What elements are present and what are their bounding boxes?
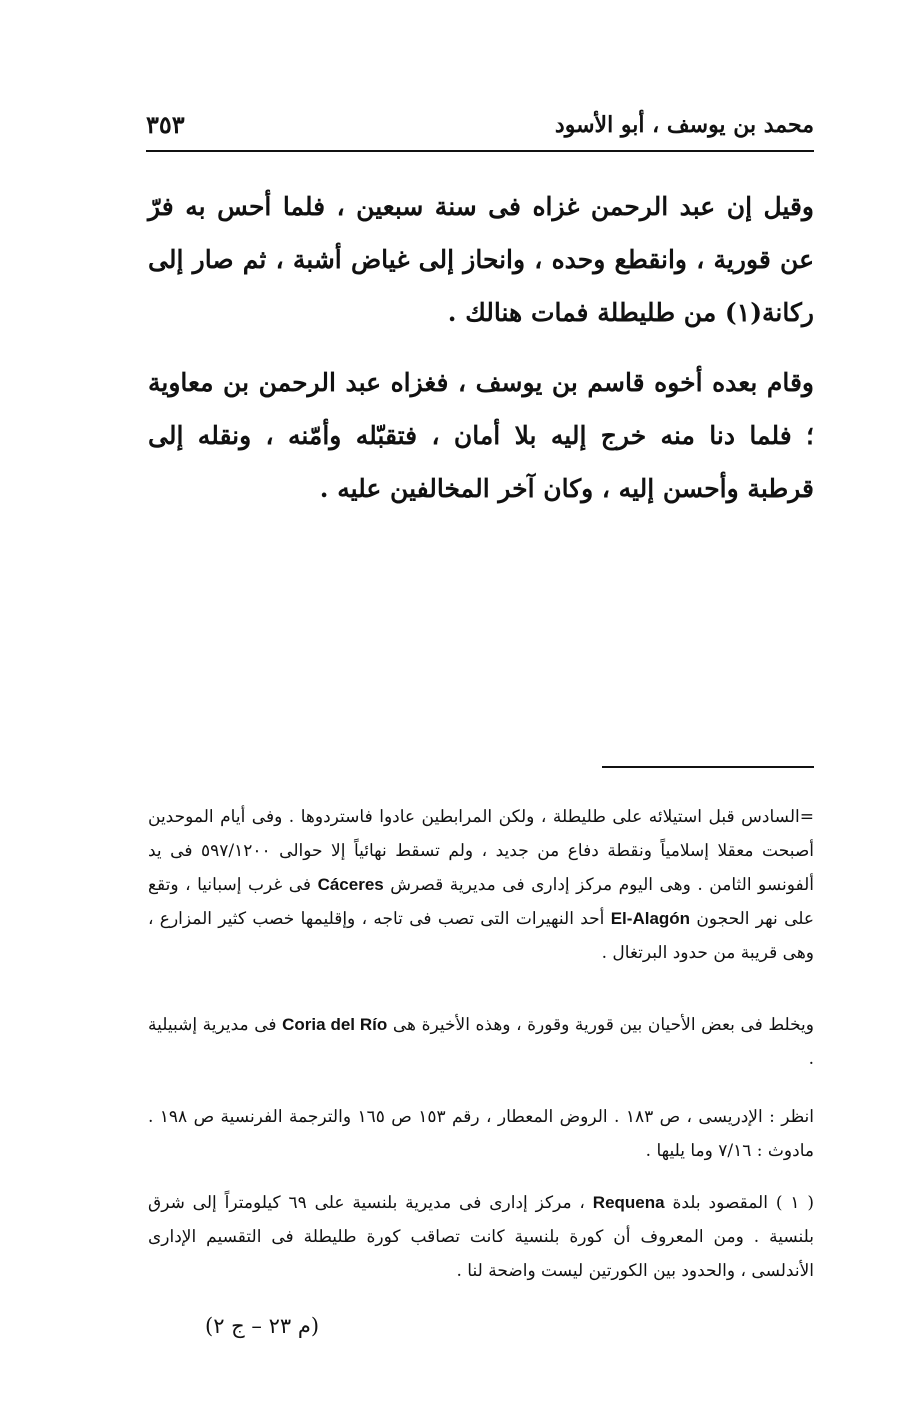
footnote-latin-term: Coria del Río: [282, 1015, 388, 1034]
running-title: محمد بن يوسف ، أبو الأسود: [554, 112, 814, 138]
footnote-rule: [602, 766, 814, 768]
footnote-text: فى غرب إسبانيا ، وتقع على نهر الحجون: [148, 875, 815, 929]
printer-signature: (م ٢٣ – ج ٢): [205, 1314, 320, 1338]
footnote-1: [148, 1186, 814, 1288]
body-paragraph-1: وقيل إن عبد الرحمن غزاه فى سنة سبعين ، فلما أحس به فرّ عن قورية ، وانقطع وحده ، وانحاز إلى غياض أشبة ، ثم صار إلى ركانة(١) من طليطلة فمات هنالك .: [148, 192, 814, 327]
footnote-text: ( ١ ) المقصود بلدة: [672, 1193, 814, 1213]
footnote-references: انظر : الإدريسى ، ص ١٨٣ . الروض المعطار ، رقم ١٥٣ ص ١٦٥ والترجمة الفرنسية ص ١٩٨ . مادوث : ٧/١٦ وما يليها .: [148, 1107, 814, 1161]
footnote-continuation: [148, 800, 814, 970]
footnote-text: فى مديرية إشبيلية .: [148, 1015, 814, 1069]
footnote-text: ، مركز إدارى فى مديرية بلنسية على ٦٩ كيلومتراً إلى شرق بلنسية . ومن المعروف أن كورة بلنسية كانت تصاقب كورة طليطلة فى التقسيم الإدارى الأندلسى ، والحدود بين الكورتين ليست واضحة لنا .: [148, 1193, 814, 1281]
running-header: [146, 108, 814, 148]
body-paragraph-2: وقام بعده أخوه قاسم بن يوسف ، فغزاه عبد الرحمن بن معاوية ؛ فلما دنا منه خرج إليه بلا أمان ، فتقبّله وأمّنه ، ونقله إلى قرطبة وأحسن إليه ، وكان آخر المخالفين عليه .: [148, 368, 814, 503]
footnote-text: =السادس قبل استيلائه على طليطلة ، ولكن المرابطين عادوا فاستردوها . وفى أيام الموحدين أصبحت معقلا إسلامياً ونقطة دفاع من جديد ، ولم تسقط نهائياً إلا حوالى ٥٩٧/١٢٠٠ فى يد ألفونسو الثامن . وهى اليوم مركز إدارى فى مديرية قصرش: [148, 807, 815, 895]
footnote-latin-term: Requena: [592, 1193, 665, 1212]
footnote-text: أحد النهيرات التى تصب فى تاجه ، وإقليمها خصب كثير المزارع ، وهى قريبة من حدود البرتغال .: [148, 909, 814, 963]
footnote-coria: [148, 1008, 814, 1076]
footnote-text: ويخلط فى بعض الأحيان بين قورية وقورة ، وهذه الأخيرة هى: [392, 1015, 814, 1035]
footnote-latin-term: El-Alagón: [610, 909, 691, 928]
header-rule: [146, 150, 814, 152]
page-number: ٣٥٣: [146, 110, 185, 139]
footnote-latin-term: Cáceres: [317, 875, 384, 894]
